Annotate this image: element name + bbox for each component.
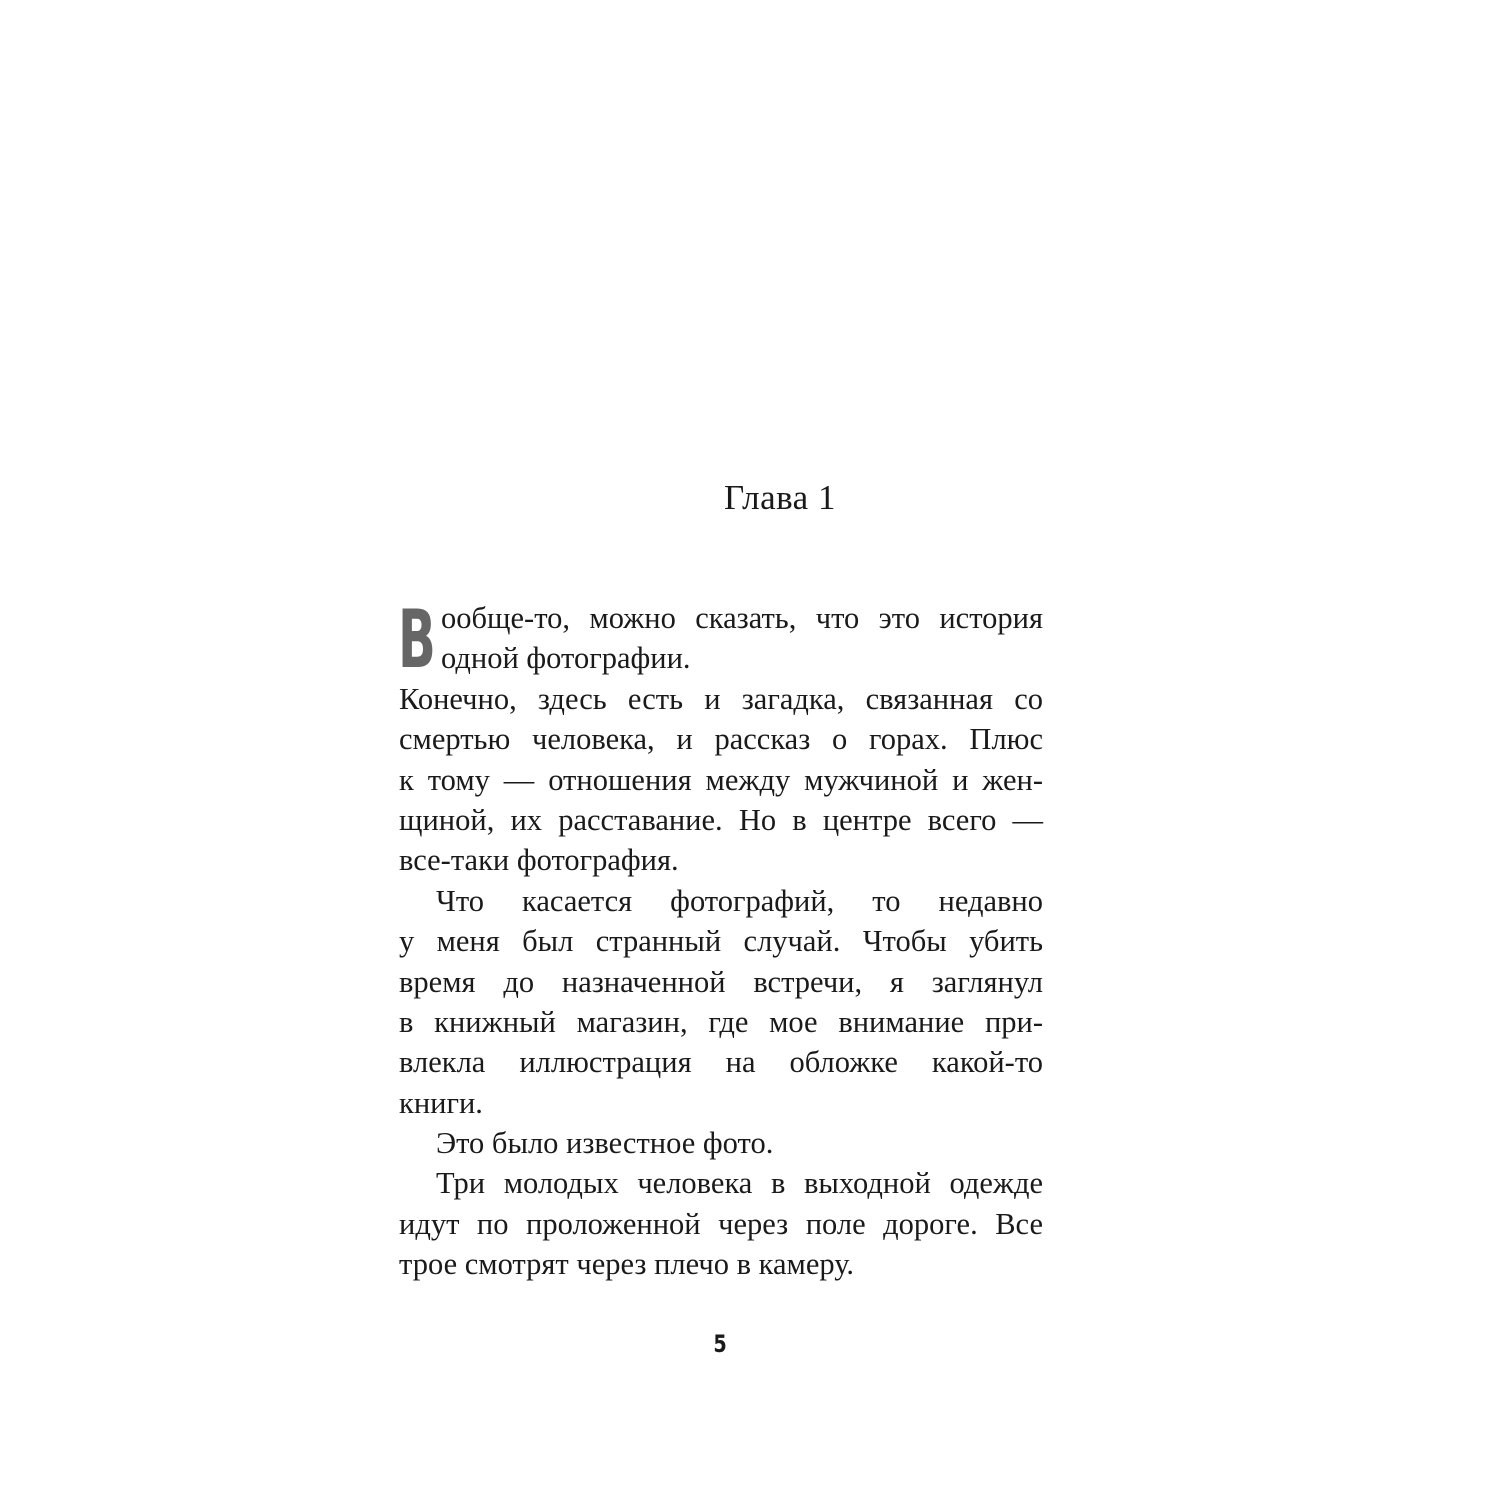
text-line: Что касается фотографий, то недавно <box>436 883 1043 918</box>
text-line: к тому — отношения между мужчиной и жен- <box>399 762 1043 797</box>
drop-cap: В <box>398 593 436 686</box>
text-line: Это было известное фото. <box>436 1126 774 1161</box>
text-line: трое смотрят через плечо в камеру. <box>399 1247 855 1282</box>
text-line: книги. <box>399 1085 483 1120</box>
chapter-text <box>398 593 1043 1285</box>
text-line: все-таки фотография. <box>399 843 679 878</box>
text-line: смертью человека, и рассказ о горах. Плюс <box>399 722 1043 757</box>
text-line: одной фотографии. <box>441 641 691 676</box>
text-line: у меня был странный случай. Чтобы убить <box>399 924 1043 959</box>
text-line: идут по проложенной через поле дороге. Все <box>399 1206 1043 1241</box>
text-line: ообще-то, можно сказать, что это история <box>441 601 1043 635</box>
chapter-title: Глава 1 <box>724 478 836 517</box>
text-line: влекла иллюстрация на обложке какой-то <box>399 1045 1043 1080</box>
text-line: время до назначенной встречи, я заглянул <box>399 964 1043 999</box>
text-line: Конечно, здесь есть и загадка, связанная со <box>399 681 1043 716</box>
text-line: в книжный магазин, где мое внимание при- <box>399 1004 1043 1039</box>
text-line: Три молодых человека в выходной одежде <box>436 1166 1043 1201</box>
page-number: 5 <box>713 1330 727 1358</box>
text-line: щиной, их расставание. Но в центре всего — <box>399 802 1043 837</box>
opening-paragraph <box>398 593 1043 686</box>
